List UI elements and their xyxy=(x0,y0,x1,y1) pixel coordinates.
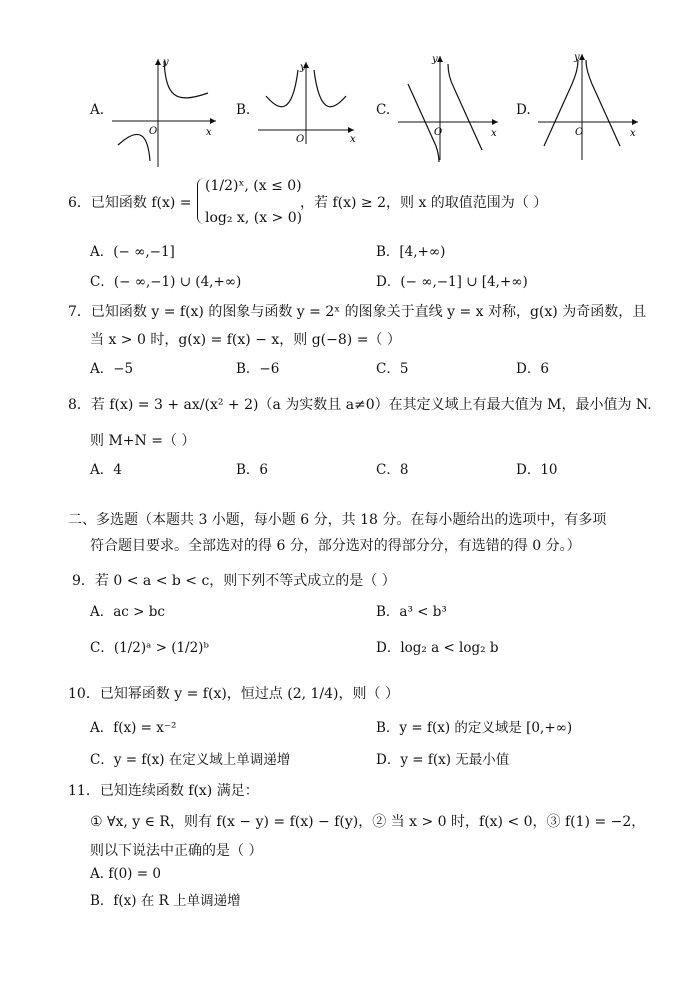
q5-graph-d xyxy=(538,50,642,164)
axis-x-label: x xyxy=(206,127,212,138)
q6-option-c: C．(− ∞,−1) ∪ (4,+∞) xyxy=(90,274,242,290)
q9-stem: 9．若 0 < a < b < c，则下列不等式成立的是（ ） xyxy=(72,573,396,589)
q6-stem-suffix: ，若 f(x) ≥ 2，则 x 的取值范围为（ ） xyxy=(300,195,548,211)
q5-graph-a xyxy=(112,55,220,170)
axis-origin-label: O xyxy=(575,127,584,138)
axis-x-label: x xyxy=(630,128,636,139)
q9-option-d: D．log₂ a < log₂ b xyxy=(376,640,499,656)
axis-origin-label: O xyxy=(149,126,158,137)
axis-y-label: y xyxy=(300,62,306,73)
q8-option-b: B．6 xyxy=(236,462,269,478)
q8-option-c: C．8 xyxy=(376,462,409,478)
q7-line-1: 7．已知函数 y = f(x) 的图象与函数 y = 2ˣ 的图象关于直线 y = x 对称，g(x) 为奇函数，且 xyxy=(68,304,647,320)
q11-option-b: B．f(x) 在 R 上单调递增 xyxy=(90,893,241,909)
q10-stem: 10．已知幂函数 y = f(x)，恒过点 (2, 1/4)，则（ ） xyxy=(68,686,399,702)
section2-line-2: 符合题目要求。全部选对的得 6 分，部分选对的得部分分，有选错的得 0 分。） xyxy=(90,538,581,554)
q11-option-a: A. f(0) = 0 xyxy=(90,866,161,882)
q5-option-c-label: C. xyxy=(376,102,391,118)
q6-piecewise-brace xyxy=(197,178,204,224)
q11-line-2: ① ∀x, y ∈ R，则有 f(x − y) = f(x) − f(y)，② 当 x > 0 时，f(x) < 0，③ f(1) = −2， xyxy=(90,814,646,830)
q11-line-3: 则以下说法中正确的是（ ） xyxy=(90,843,263,859)
q11-stem: 11．已知连续函数 f(x) 满足： xyxy=(68,783,259,799)
q10-option-d: D．y = f(x) 无最小值 xyxy=(376,752,510,768)
q9-option-c: C．(1/2)ᵃ > (1/2)ᵇ xyxy=(90,640,209,656)
q5-option-a-label: A. xyxy=(90,102,105,118)
axis-y-label: y xyxy=(574,52,580,63)
q7-option-b: B．−6 xyxy=(236,361,280,377)
q5-graph-b xyxy=(258,58,358,148)
q8-line-2: 则 M+N =（ ） xyxy=(90,433,196,449)
axis-origin-label: O xyxy=(434,127,443,138)
q6-piece-1: (1/2)ˣ, (x ≤ 0) xyxy=(205,178,302,194)
q7-option-d: D．6 xyxy=(516,361,549,377)
q10-option-c: C．y = f(x) 在定义域上单调递增 xyxy=(90,752,291,768)
axis-y-label: y xyxy=(163,57,169,68)
q10-option-b: B．y = f(x) 的定义域是 [0,+∞) xyxy=(376,720,573,736)
q8-option-a: A．4 xyxy=(90,462,122,478)
q9-option-b: B．a³ < b³ xyxy=(376,604,447,620)
q5-graph-c xyxy=(398,52,502,164)
q6-option-d: D．(− ∞,−1] ∪ [4,+∞) xyxy=(376,274,528,290)
q6-piece-2: log₂ x, (x > 0) xyxy=(205,210,303,226)
q5-option-b-label: B. xyxy=(236,102,251,118)
axis-origin-label: O xyxy=(296,134,305,145)
q8-option-d: D．10 xyxy=(516,462,558,478)
axis-x-label: x xyxy=(491,128,497,139)
q7-option-a: A．−5 xyxy=(90,361,134,377)
q9-option-a: A．ac > bc xyxy=(90,604,165,620)
section2-line-1: 二、多选题（本题共 3 小题，每小题 6 分，共 18 分。在每小题给出的选项中，有多项 xyxy=(68,512,607,528)
q6-option-a: A．(− ∞,−1] xyxy=(90,244,175,260)
q6-stem-prefix: 6．已知函数 f(x) = xyxy=(68,195,192,211)
q6-option-b: B．[4,+∞) xyxy=(376,244,446,260)
q10-option-a: A．f(x) = x⁻² xyxy=(90,720,177,736)
q7-line-2: 当 x > 0 时，g(x) = f(x) − x，则 g(−8) =（ ） xyxy=(90,332,401,348)
q7-option-c: C．5 xyxy=(376,361,409,377)
q8-line-1: 8．若 f(x) = 3 + ax/(x² + 2)（a 为实数且 a≠0）在其定义域上有最大值为 M，最小值为 N. xyxy=(68,397,652,413)
axis-x-label: x xyxy=(350,134,356,145)
q5-option-d-label: D. xyxy=(516,102,531,118)
axis-y-label: y xyxy=(432,54,438,65)
